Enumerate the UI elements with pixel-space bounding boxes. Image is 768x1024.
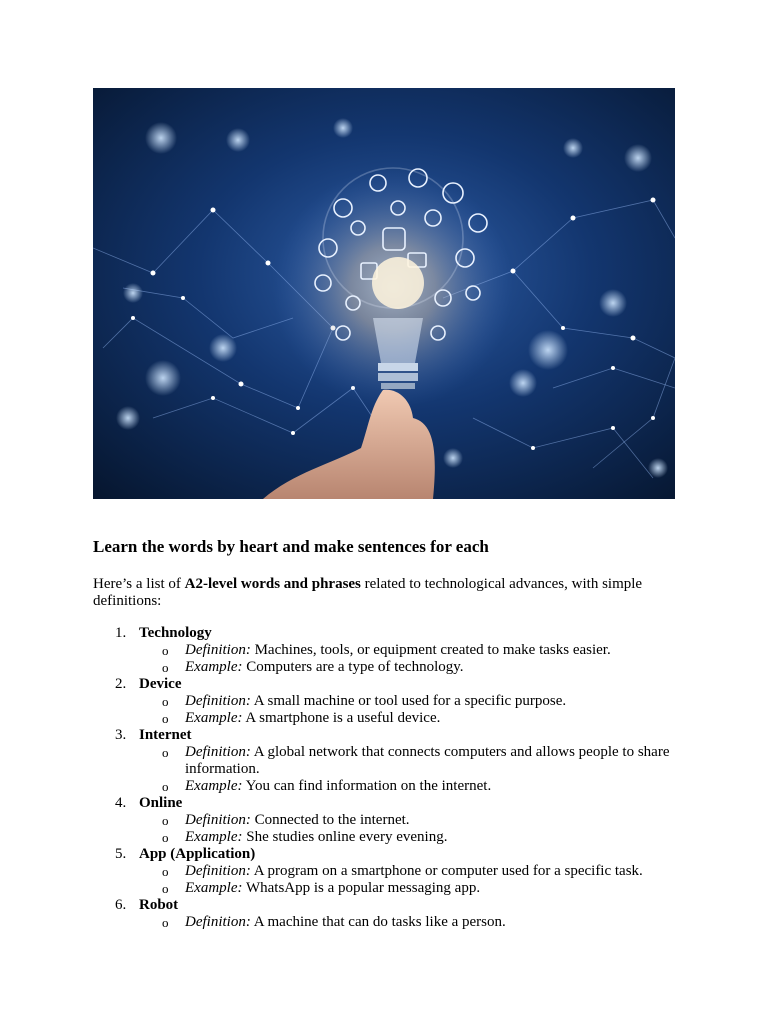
definition-line [93, 812, 683, 829]
vocab-details [93, 863, 683, 897]
example-label: Example: [185, 778, 243, 794]
vocabulary-list [93, 625, 683, 931]
item-number: 4. [115, 795, 127, 811]
item-number: 1. [115, 625, 127, 641]
example-text: You can find information on the internet. [242, 778, 492, 794]
vocab-term: Technology [139, 625, 212, 641]
example-line [93, 880, 683, 897]
definition-text: Connected to the internet. [250, 812, 410, 828]
vocab-details [93, 744, 683, 795]
definition-line [93, 863, 683, 880]
example-line [93, 778, 683, 795]
vocab-details [93, 914, 683, 931]
section-heading: Learn the words by heart and make sentences for each [93, 537, 489, 556]
definition-line [93, 744, 683, 778]
vocab-term: Robot [139, 897, 179, 913]
item-number: 2. [115, 676, 127, 692]
item-number: 3. [115, 727, 127, 743]
vocab-term: Internet [139, 727, 192, 743]
definition-line [93, 693, 683, 710]
example-label: Example: [185, 880, 243, 896]
vocab-item-robot [93, 897, 683, 931]
vocab-item-online [93, 795, 683, 846]
vocab-item-device [93, 676, 683, 727]
intro-highlight-text: A2-level words and phrases [184, 576, 361, 592]
bullet-icon: o [162, 694, 169, 709]
definition-text: Machines, tools, or equipment created to make tasks easier. [250, 642, 611, 658]
vocab-item-app [93, 846, 683, 897]
definition-label: Definition: [185, 863, 251, 879]
example-text: Computers are a type of technology. [242, 659, 464, 675]
definition-text: A small machine or tool used for a specific purpose. [250, 693, 567, 709]
vocab-details [93, 812, 683, 846]
example-label: Example: [185, 829, 243, 845]
example-line [93, 829, 683, 846]
lightbulb-network-icon [93, 88, 675, 499]
definition-label: Definition: [185, 812, 251, 828]
vocab-item-technology [93, 625, 683, 676]
definition-label: Definition: [185, 914, 251, 930]
bullet-icon: o [162, 813, 169, 828]
vocab-item-internet [93, 727, 683, 795]
example-line [93, 659, 683, 676]
definition-label: Definition: [185, 744, 251, 760]
intro-lead-text: Here’s a list of [93, 576, 185, 592]
definition-text: A global network that connects computers and allows people to share information. [185, 744, 670, 777]
definition-line [93, 642, 683, 659]
definition-label: Definition: [185, 642, 251, 658]
example-text: WhatsApp is a popular messaging app. [242, 880, 481, 896]
item-number: 5. [115, 846, 127, 862]
hero-image [93, 88, 675, 499]
definition-text: A program on a smartphone or computer used for a specific task. [250, 863, 643, 879]
vocab-term: App (Application) [139, 846, 256, 862]
bullet-icon: o [162, 864, 169, 879]
item-number: 6. [115, 897, 127, 913]
bullet-icon: o [162, 660, 169, 675]
definition-label: Definition: [185, 693, 251, 709]
vocab-details [93, 642, 683, 676]
intro-paragraph [93, 576, 683, 610]
bullet-icon: o [162, 881, 169, 896]
bullet-icon: o [162, 830, 169, 845]
bullet-icon: o [162, 915, 169, 930]
bullet-icon: o [162, 643, 169, 658]
bullet-icon: o [162, 745, 169, 760]
bullet-icon: o [162, 779, 169, 794]
example-text: She studies online every evening. [242, 829, 448, 845]
example-line [93, 710, 683, 727]
example-label: Example: [185, 710, 243, 726]
intro-tail-text: related to technological advances, with simple definitions: [93, 576, 643, 609]
definition-line [93, 914, 683, 931]
example-label: Example: [185, 659, 243, 675]
vocab-details [93, 693, 683, 727]
definition-text: A machine that can do tasks like a person. [250, 914, 506, 930]
vocab-term: Device [139, 676, 182, 692]
example-text: A smartphone is a useful device. [242, 710, 441, 726]
vocab-term: Online [139, 795, 183, 811]
bullet-icon: o [162, 711, 169, 726]
